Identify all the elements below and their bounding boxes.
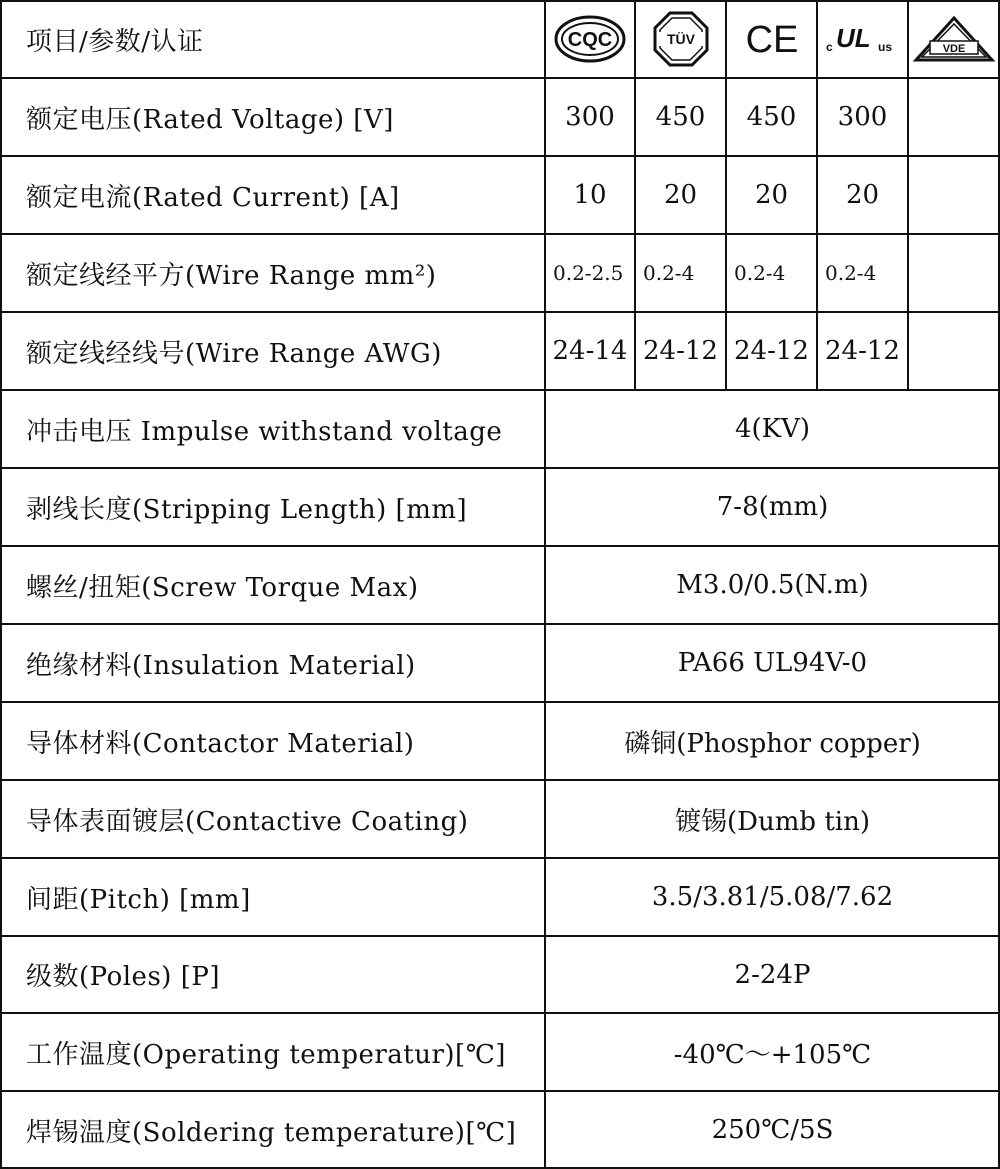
row-label: 焊锡温度(Soldering temperature)[℃] <box>26 1117 517 1148</box>
cert-value-cell: 24-12 <box>643 336 718 366</box>
tuv-logo-icon <box>635 0 726 78</box>
row-value: PA66 UL94V-0 <box>677 648 868 678</box>
row-label: 冲击电压 Impulse withstand voltage <box>26 416 503 447</box>
row-label: 额定线经线号(Wire Range AWG) <box>26 338 442 369</box>
cert-value-cell: 0.2-2.5 <box>553 261 624 285</box>
row-value: 7-8(mm) <box>716 492 829 522</box>
cert-value-cell: 24-12 <box>825 336 900 366</box>
row-label: 剥线长度(Stripping Length) [mm] <box>26 494 468 525</box>
row-value: M3.0/0.5(N.m) <box>676 570 869 600</box>
row-label: 导体材料(Contactor Material) <box>26 728 415 759</box>
cert-value-cell: 300 <box>837 102 888 132</box>
row-label: 绝缘材料(Insulation Material) <box>26 650 416 681</box>
svg-text:TÜV: TÜV <box>666 31 695 47</box>
svg-text:c: c <box>825 40 833 54</box>
svg-text:CQC: CQC <box>567 29 613 51</box>
cert-value-cell: 24-14 <box>552 336 628 366</box>
cert-value-cell: 300 <box>565 102 615 132</box>
cert-value-cell: 0.2-4 <box>734 261 786 285</box>
row-value: -40℃～+105℃ <box>673 1039 872 1070</box>
cul-us-logo-icon <box>817 0 908 78</box>
row-label: 额定电流(Rated Current) [A] <box>26 182 400 213</box>
row-label: 螺丝/扭矩(Screw Torque Max) <box>26 572 419 603</box>
cert-value-cell: 10 <box>573 180 607 210</box>
row-value: 磷铜(Phosphor copper) <box>624 728 921 759</box>
row-value: 4(KV) <box>734 414 811 444</box>
header-label: 项目/参数/认证 <box>26 26 204 57</box>
cert-value-cell: 20 <box>663 180 698 210</box>
row-value: 250℃/5S <box>711 1115 834 1145</box>
cert-value-cell: 20 <box>845 180 880 210</box>
row-value: 2-24P <box>734 959 811 990</box>
cert-value-cell: 0.2-4 <box>825 261 877 285</box>
cert-value-cell: 450 <box>655 102 706 132</box>
cert-value-cell <box>908 156 1000 234</box>
ce-logo-icon <box>726 0 817 78</box>
vde-logo-icon <box>908 0 1000 78</box>
svg-text:UL: UL <box>835 23 871 53</box>
cert-value-cell: 0.2-4 <box>643 261 695 285</box>
cert-value-cell: 24-12 <box>734 336 809 366</box>
cqc-logo-icon <box>545 0 635 78</box>
row-value: 3.5/3.81/5.08/7.62 <box>651 882 894 912</box>
row-label: 额定线经平方(Wire Range mm²) <box>26 260 437 291</box>
row-label: 工作温度(Operating temperatur)[℃] <box>26 1039 506 1070</box>
row-label: 级数(Poles) [P] <box>26 962 220 992</box>
cert-value-cell: 20 <box>754 180 789 210</box>
cert-value-cell <box>908 234 1000 312</box>
row-label: 额定电压(Rated Voltage) [V] <box>26 104 394 135</box>
svg-text:us: us <box>877 40 892 54</box>
row-label: 导体表面镀层(Contactive Coating) <box>26 806 469 837</box>
row-value: 镀锡(Dumb tin) <box>675 806 870 837</box>
cert-value-cell <box>908 312 1000 390</box>
svg-text:VDE: VDE <box>942 43 966 55</box>
row-label: 间距(Pitch) [mm] <box>26 884 251 915</box>
cert-value-cell: 450 <box>746 102 797 132</box>
svg-text:CE: CE <box>745 19 798 61</box>
cert-value-cell <box>908 78 1000 156</box>
